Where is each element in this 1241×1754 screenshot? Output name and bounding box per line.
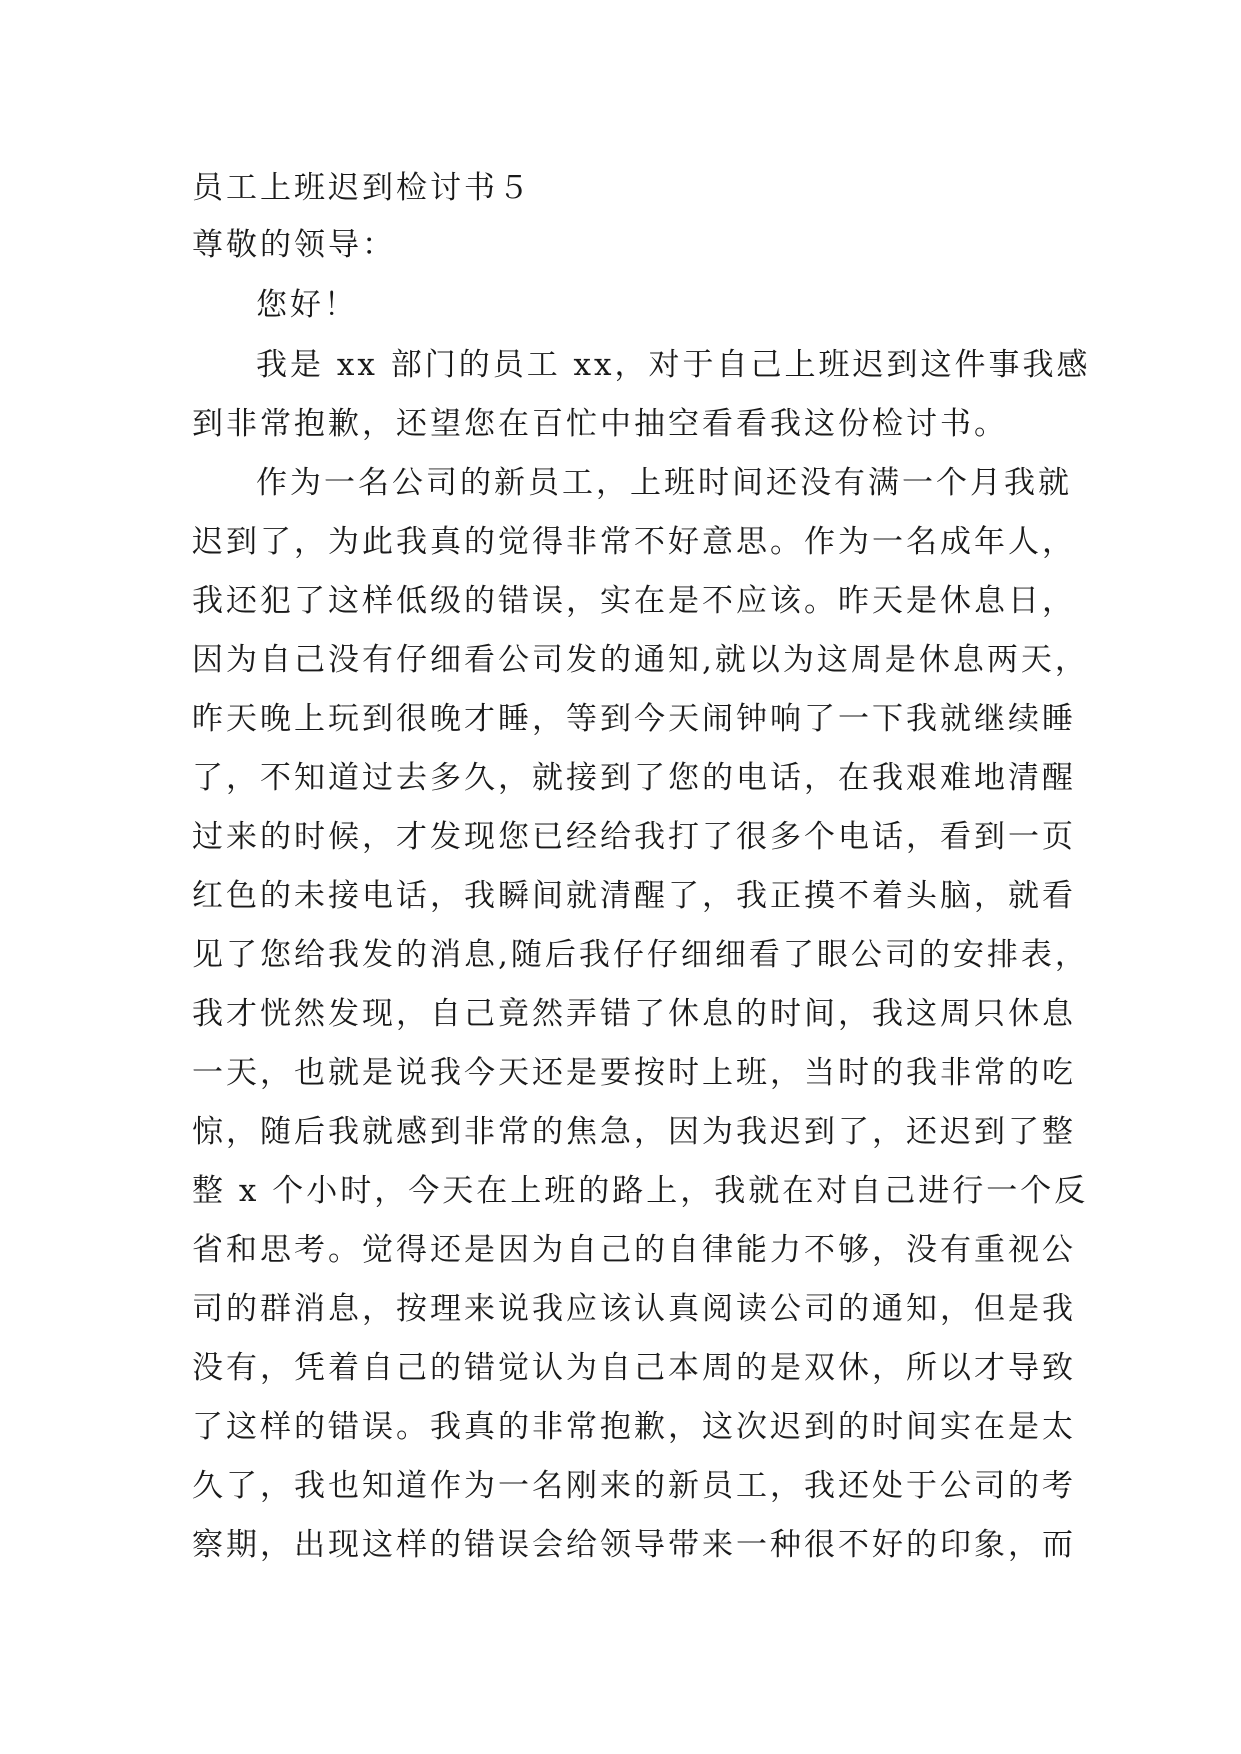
paragraph-line: 作 为 一 名 公 司 的 新 员 工 ， 上 班 时 间 还 没 有 满 一 个 月 我 就 xyxy=(256,465,1072,501)
paragraph-line: 司 的 群 消 息 ， 按 理 来 说 我 应 该 认 真 阅 读 公 司 的 通 知 ， 但 是 我 xyxy=(192,1291,1076,1327)
document-page xyxy=(192,160,1091,1575)
greeting: 您好！ xyxy=(256,287,358,323)
paragraph-line: 了 ， 不 知 道 过 去 多 久 ， 就 接 到 了 您 的 电 话 ， 在 我 艰 难 地 清 醒 xyxy=(192,760,1076,796)
document-body xyxy=(192,336,1091,1575)
paragraph-line: 惊 ， 随 后 我 就 感 到 非 常 的 焦 急 ， 因 为 我 迟 到 了 ， 还 迟 到 了 整 xyxy=(192,1114,1076,1150)
paragraph-line: 察 期 ， 出 现 这 样 的 错 误 会 给 领 导 带 来 一 种 很 不 好 的 印 象 ， 而 xyxy=(192,1527,1076,1563)
paragraph-line: 到 非 常 抱 歉 ， 还 望 您 在 百 忙 中 抽 空 看 看 我 这 份 检 讨 书 。 xyxy=(192,406,1008,442)
paragraph-line: 我 还 犯 了 这 样 低 级 的 错 误 ， 实 在 是 不 应 该 。 昨 天 是 休 息 日 ， xyxy=(192,583,1076,619)
paragraph-line: 迟 到 了 ， 为 此 我 真 的 觉 得 非 常 不 好 意 思 。 作 为 一 名 成 年 人 ， xyxy=(192,524,1076,560)
paragraph-line: 我 才 恍 然 发 现 ， 自 己 竟 然 弄 错 了 休 息 的 时 间 ， 我 这 周 只 休 息 xyxy=(192,996,1076,1032)
paragraph-line: 没 有 ， 凭 着 自 己 的 错 觉 认 为 自 己 本 周 的 是 双 休 ， 所 以 才 导 致 xyxy=(192,1350,1076,1386)
paragraph-line: 见 了 您 给 我 发 的 消 息 , 随 后 我 仔 仔 细 细 看 了 眼 公 司 的 安 排 表 ， xyxy=(192,937,1089,973)
paragraph-line: 昨 天 晚 上 玩 到 很 晚 才 睡 ， 等 到 今 天 闹 钟 响 了 一 下 我 就 继 续 睡 xyxy=(192,701,1076,737)
document-title: 员工上班迟到检讨书５ xyxy=(192,170,532,206)
paragraph-line: 省 和 思 考 。 觉 得 还 是 因 为 自 己 的 自 律 能 力 不 够 ， 没 有 重 视 公 xyxy=(192,1232,1076,1268)
paragraph-line: 一 天 ， 也 就 是 说 我 今 天 还 是 要 按 时 上 班 ， 当 时 的 我 非 常 的 吃 xyxy=(192,1055,1076,1091)
paragraph-line: 了 这 样 的 错 误 。 我 真 的 非 常 抱 歉 ， 这 次 迟 到 的 时 间 实 在 是 太 xyxy=(192,1409,1076,1445)
body-paragraph xyxy=(192,336,1091,454)
body-paragraph xyxy=(192,454,1089,1575)
salutation: 尊敬的领导： xyxy=(192,227,396,263)
paragraph-line: 整 x 个 小 时 ， 今 天 在 上 班 的 路 上 ， 我 就 在 对 自 己 进 行 一 个 反 xyxy=(192,1173,1089,1209)
paragraph-line: 因 为 自 己 没 有 仔 细 看 公 司 发 的 通 知 , 就 以 为 这 周 是 休 息 两 天 ， xyxy=(192,642,1089,678)
paragraph-line: 久 了 ， 我 也 知 道 作 为 一 名 刚 来 的 新 员 工 ， 我 还 处 于 公 司 的 考 xyxy=(192,1468,1076,1504)
paragraph-line: 红 色 的 未 接 电 话 ， 我 瞬 间 就 清 醒 了 ， 我 正 摸 不 着 头 脑 ， 就 看 xyxy=(192,878,1076,914)
paragraph-line: 我 是 x x 部 门 的 员 工 x x ， 对 于 自 己 上 班 迟 到 这 件 事 我 感 xyxy=(256,347,1091,383)
paragraph-line: 过 来 的 时 候 ， 才 发 现 您 已 经 给 我 打 了 很 多 个 电 话 ， 看 到 一 页 xyxy=(192,819,1076,855)
